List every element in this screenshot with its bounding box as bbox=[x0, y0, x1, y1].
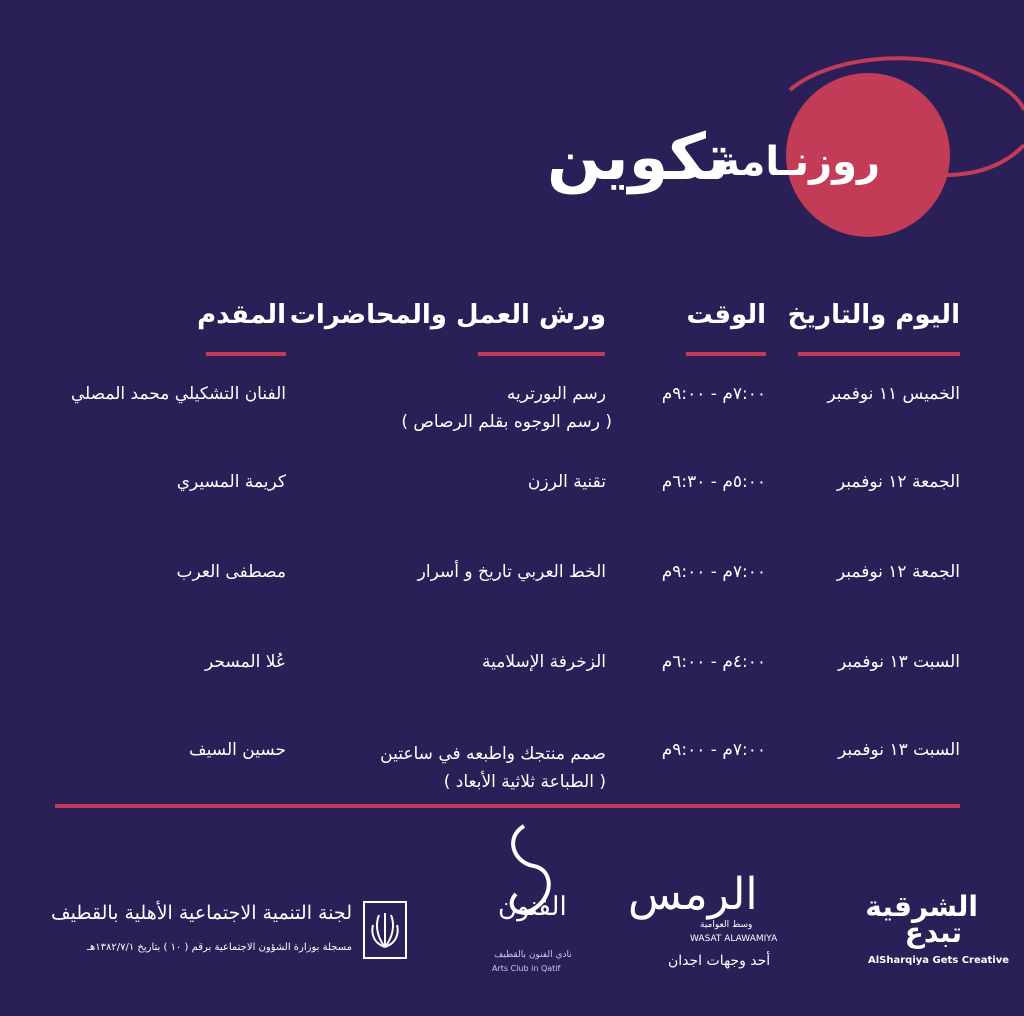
sharqiya-line2: تبدع bbox=[904, 916, 962, 949]
committee-name: لجنة التنمية الاجتماعية الأهلية بالقطيف bbox=[50, 902, 352, 924]
committee-emblem-icon bbox=[363, 901, 407, 959]
row-workshop: رسم البورتريه bbox=[506, 384, 606, 404]
row-presenter: عُلا المسحر bbox=[205, 652, 286, 672]
title-main: تكوين bbox=[547, 121, 730, 195]
arts-club-name-en: Arts Club in Qatif bbox=[492, 964, 561, 973]
row-time: ٥:٠٠م - ٦:٣٠م bbox=[661, 472, 766, 492]
header-underline bbox=[206, 352, 286, 356]
row-presenter: حسين السيف bbox=[189, 740, 286, 760]
sharqiya-caption: AlSharqiya Gets Creative bbox=[868, 955, 1010, 966]
committee-registration: مسجلة بوزارة الشؤون الاجتماعية برقم ( ١٠ ) بتاريخ ١٣٨٢/٧/١هـ bbox=[87, 942, 352, 953]
row-workshop: الخط العربي تاريخ و أسرار bbox=[417, 562, 606, 582]
flower-icon bbox=[365, 903, 405, 957]
row-workshop: تقنية الرزن bbox=[527, 472, 606, 492]
header-underline bbox=[798, 352, 960, 356]
footer-divider bbox=[55, 804, 960, 808]
header-presenter: المقدم bbox=[197, 300, 286, 330]
sharqiya-line1: الشرقية bbox=[865, 890, 978, 923]
page-title bbox=[400, 118, 880, 198]
ramas-tagline: أحد وجهات اجدان bbox=[668, 953, 771, 969]
header-underline bbox=[478, 352, 605, 356]
arts-club-name-ar: نادي الفنون بالقطيف bbox=[494, 950, 572, 960]
row-workshop-note: ( الطباعة ثلاثية الأبعاد ) bbox=[443, 772, 606, 792]
row-time: ٤:٠٠م - ٦:٠٠م bbox=[661, 652, 766, 672]
row-presenter: كريمة المسيري bbox=[176, 472, 286, 492]
row-day-date: السبت ١٣ نوفمبر bbox=[838, 652, 960, 672]
row-day-date: الخميس ١١ نوفمبر bbox=[827, 384, 960, 404]
row-workshop-note: ( رسم الوجوه بقلم الرصاص ) bbox=[401, 412, 612, 432]
row-presenter: مصطفى العرب bbox=[176, 562, 286, 582]
header-day-date: اليوم والتاريخ bbox=[787, 300, 960, 330]
row-day-date: الجمعة ١٢ نوفمبر bbox=[836, 562, 960, 582]
accent-curve-side bbox=[945, 145, 1024, 175]
header-time: الوقت bbox=[686, 300, 766, 330]
row-presenter: الفنان التشكيلي محمد المصلي bbox=[70, 384, 286, 404]
ramas-line1: وسط العوامية bbox=[700, 920, 753, 930]
row-time: ٧:٠٠م - ٩:٠٠م bbox=[661, 562, 766, 582]
header-workshops: ورش العمل والمحاضرات bbox=[289, 300, 606, 330]
header-underline bbox=[686, 352, 766, 356]
title-sub: روزنـامة bbox=[716, 139, 880, 185]
row-day-date: السبت ١٣ نوفمبر bbox=[838, 740, 960, 760]
row-day-date: الجمعة ١٢ نوفمبر bbox=[836, 472, 960, 492]
ramas-name: الرمس bbox=[628, 869, 758, 920]
row-time: ٧:٠٠م - ٩:٠٠م bbox=[661, 740, 766, 760]
ramas-line2: WASAT ALAWAMIYA bbox=[690, 934, 778, 944]
row-time: ٧:٠٠م - ٩:٠٠م bbox=[661, 384, 766, 404]
arts-club-mark: الفنون bbox=[498, 892, 567, 922]
row-workshop: صمم منتجك واطبعه في ساعتين bbox=[380, 744, 606, 764]
row-workshop: الزخرفة الإسلامية bbox=[482, 652, 606, 672]
